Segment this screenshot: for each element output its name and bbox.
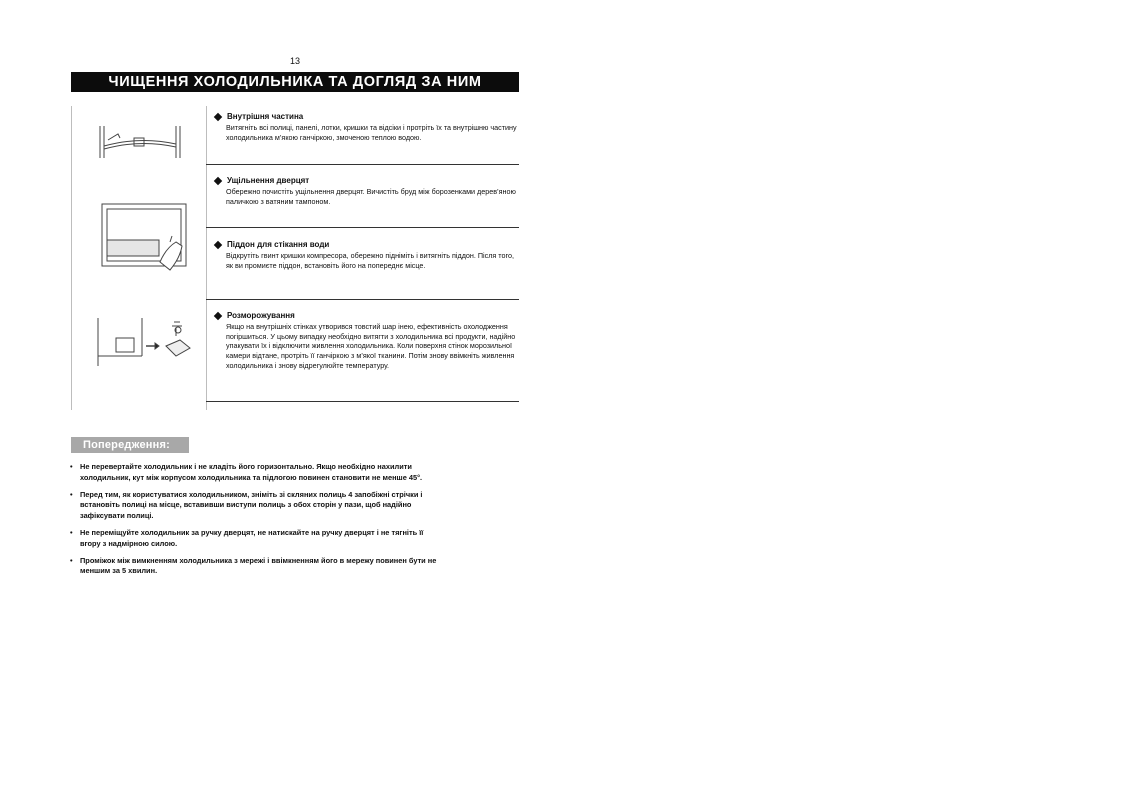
warning-text: Не переміщуйте холодильник за ручку дверцят, не натискайте на ручку дверцят і не тягніть її вгору з надмірною силою.	[80, 527, 424, 548]
warning-text: Не перевертайте холодильник і не кладіть його горизонтально. Якщо необхідно нахилити холодильник, кут між корпусом холодильника та підлогою повинен становити не менше 45°.	[80, 462, 423, 482]
bullet: •	[70, 527, 73, 537]
bullet: •	[70, 555, 73, 565]
section-door-gasket	[214, 176, 519, 206]
warning-text: Проміжок між вимкненням холодильника з мережі і ввімкненням його в мережу повинен бути не меншим за 5 хвилин.	[80, 555, 437, 576]
section-body: Якщо на внутрішніх стінках утворився товстий шар інею, ефективність охолодження погіршиться. У цьому випадку необхідно витягти з холодильника всі продукти, надійно упакувати їх і відключити живлення холодильника. Коли поверхня стінок морозильної камери відтане, протріть її ганчіркою з м’якої тканини. Потім знову ввімкніть живлення холодильника і знову відрегулюйте температуру.	[226, 321, 516, 370]
diamond-bullet-icon	[214, 113, 222, 121]
section-heading: Ущільнення дверцят	[227, 176, 310, 185]
bullet: •	[70, 489, 73, 499]
section-heading: Піддон для стікання води	[227, 240, 330, 249]
section-divider	[206, 299, 519, 300]
section-body: Витягніть всі полиці, панелі, лотки, кришки та відсіки і протріть їх та внутрішню частину холодильника м’якою ганчіркою, змоченою теплою водою.	[226, 122, 517, 142]
section-divider	[206, 401, 519, 402]
warning-item	[70, 528, 440, 550]
section-heading: Розморожування	[227, 311, 295, 320]
illustration-column	[71, 106, 207, 410]
section-divider	[206, 227, 519, 228]
section-divider	[206, 164, 519, 165]
section-heading: Внутрішня частина	[227, 112, 304, 121]
warning-item	[70, 462, 440, 484]
warning-list	[70, 462, 440, 583]
diamond-bullet-icon	[214, 312, 222, 320]
section-defrosting	[214, 311, 519, 371]
page-title: ЧИЩЕННЯ ХОЛОДИЛЬНИКА ТА ДОГЛЯД ЗА НИМ	[71, 72, 519, 92]
defrosting-illustration	[94, 316, 194, 378]
bullet: •	[70, 462, 73, 471]
interior-shelves-illustration	[94, 124, 186, 160]
warning-text: Перед тим, як користуватися холодильником, зніміть зі скляних полиць 4 запобіжні стрічки і встановіть полиці на місце, вставивши виступи полиць з обох сторін у пази, щоб надійно зафіксувати полиці.	[80, 489, 423, 521]
diamond-bullet-icon	[214, 177, 222, 185]
diamond-bullet-icon	[214, 241, 222, 249]
warning-item	[70, 490, 440, 522]
section-drip-tray	[214, 240, 519, 270]
section-interior	[214, 112, 519, 142]
section-body: Відкрутіть гвинт кришки компресора, обережно підніміть і витягніть піддон. Після того, як ви промиєте піддон, встановіть його на попереднє місце.	[226, 250, 514, 270]
page-number: 13	[289, 56, 300, 66]
warning-item	[70, 556, 440, 578]
section-body: Обережно почистіть ущільнення дверцят. Вичистіть бруд між борозенками дерев’яною паличкою з ватяним тампоном.	[226, 186, 516, 206]
warning-label: Попередження:	[71, 437, 189, 453]
door-gasket-illustration	[100, 202, 192, 280]
